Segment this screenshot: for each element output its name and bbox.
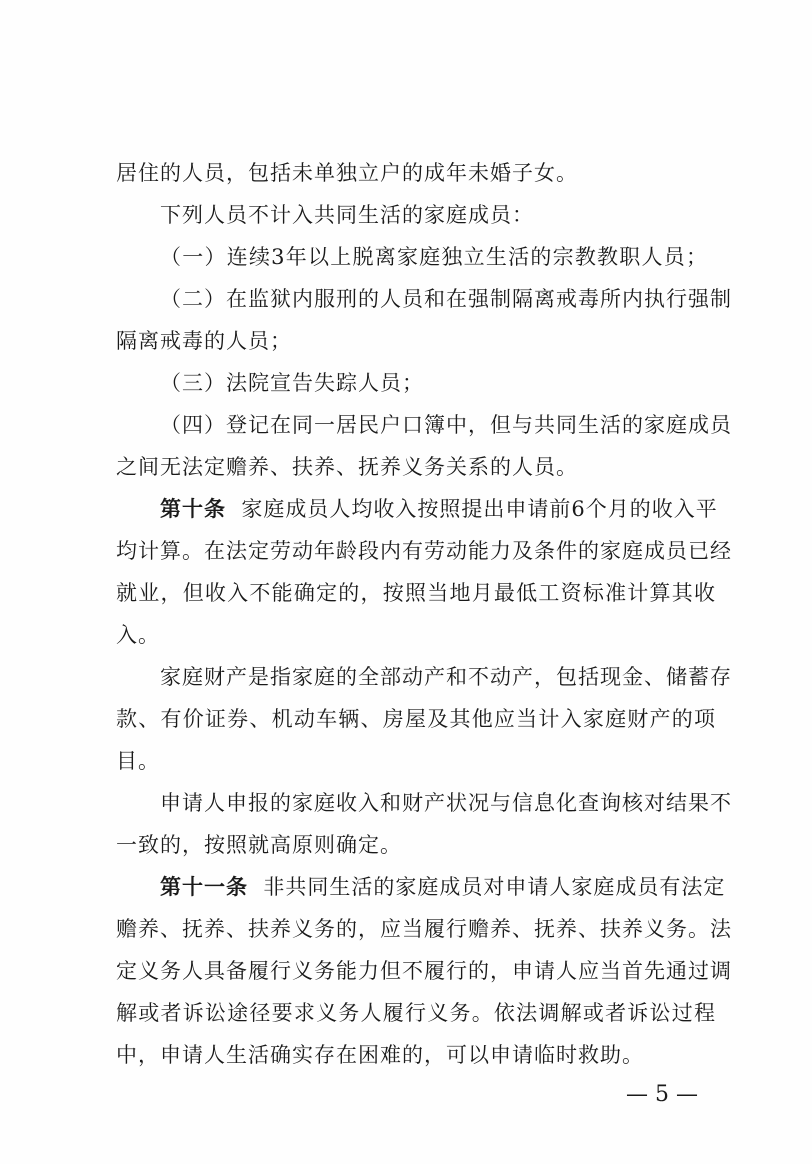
paragraph-line: 目。 — [116, 749, 160, 773]
article-text: 家庭成员人均收入按照提出申请前6个月的收入平 — [241, 497, 718, 521]
list-item-line: （三）法院宣告失踪人员； — [160, 371, 424, 395]
list-item-line: （二）在监狱内服刑的人员和在强制隔离戒毒所内执行强制 — [160, 287, 732, 311]
paragraph-line: 入。 — [116, 623, 160, 647]
paragraph-line: 之间无法定赡养、扶养、抚养义务关系的人员。 — [116, 455, 578, 479]
page-number: — 5 — — [626, 1082, 698, 1107]
list-item-line: （四）登记在同一居民户口簿中，但与共同生活的家庭成员 — [160, 413, 732, 437]
paragraph-line: 解或者诉讼途径要求义务人履行义务。依法调解或者诉讼过程 — [116, 1001, 716, 1025]
paragraph-line: 款、有价证券、机动车辆、房屋及其他应当计入家庭财产的项 — [116, 707, 716, 731]
paragraph-line: 家庭财产是指家庭的全部动产和不动产，包括现金、储蓄存 — [160, 665, 732, 689]
article-line — [160, 494, 716, 524]
paragraph-line: 申请人申报的家庭收入和财产状况与信息化查询核对结果不 — [160, 791, 732, 815]
paragraph-line: 中，申请人生活确实存在困难的，可以申请临时救助。 — [116, 1043, 644, 1067]
article-heading: 第十一条 — [160, 875, 248, 899]
article-heading: 第十条 — [160, 497, 226, 521]
article-line — [160, 872, 726, 902]
paragraph-line: 隔离戒毒的人员； — [116, 329, 292, 353]
paragraph-line: 就业，但收入不能确定的，按照当地月最低工资标准计算其收 — [116, 581, 716, 605]
paragraph-line: 下列人员不计入共同生活的家庭成员： — [160, 203, 534, 227]
paragraph-line: 均计算。在法定劳动年龄段内有劳动能力及条件的家庭成员已经 — [116, 539, 732, 563]
paragraph-line: 一致的，按照就高原则确定。 — [116, 833, 402, 857]
paragraph-line: 定义务人具备履行义务能力但不履行的，申请人应当首先通过调 — [116, 959, 732, 983]
list-item-line: （一）连续3年以上脱离家庭独立生活的宗教教职人员； — [160, 245, 708, 269]
paragraph-line: 赡养、抚养、扶养义务的，应当履行赡养、抚养、扶养义务。法 — [116, 917, 732, 941]
paragraph-line: 居住的人员，包括未单独立户的成年未婚子女。 — [116, 161, 578, 185]
article-text: 非共同生活的家庭成员对申请人家庭成员有法定 — [263, 875, 726, 899]
